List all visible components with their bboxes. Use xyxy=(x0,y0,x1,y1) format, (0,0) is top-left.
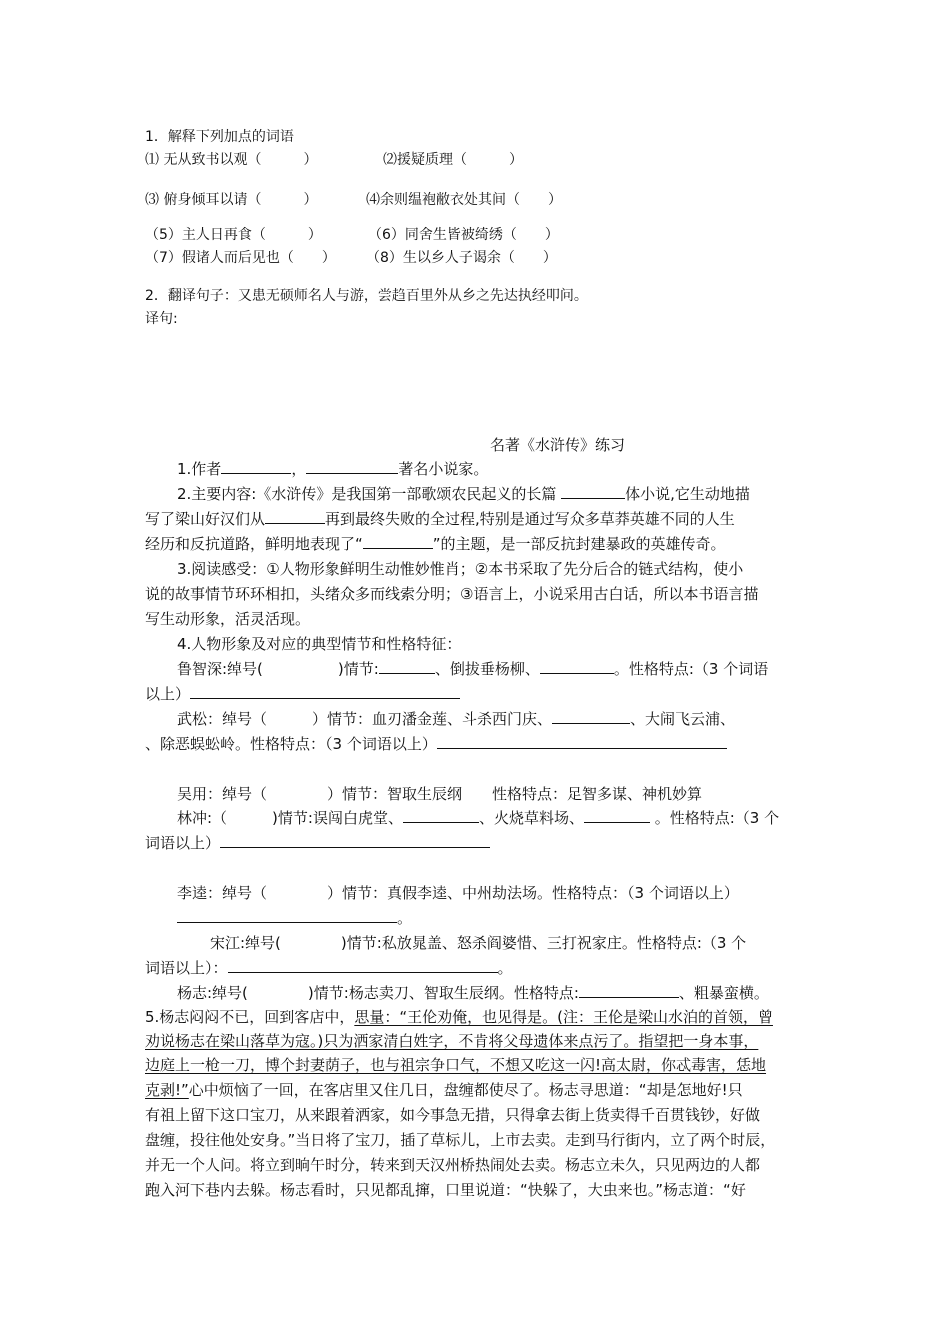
l4-text-a: 经历和反抗道路，鲜明地表现了“ xyxy=(145,535,363,553)
blank xyxy=(379,659,435,674)
l11-text-a: 武松：绰号（ ）情节：血刃潘金莲、斗杀西门庆、 xyxy=(177,710,553,728)
l19-text-a: 词语以上）： xyxy=(145,959,228,977)
line-5: 3.阅读感受：①人物形象鲜明生动惟妙惟肖；②本书采取了先分后合的链式结构，使小 xyxy=(177,560,744,578)
l17-text-b: 。 xyxy=(397,909,413,927)
line-23: 边庭上一枪一刀，博个封妻荫子，也与祖宗争口气，不想又吃这一闪!高太尉，你忒毒害，恁地 xyxy=(145,1056,767,1074)
line-8: 4.人物形象及对应的典型情节和性格特征： xyxy=(177,635,462,653)
item-7: （7）假诸人而后见也（ ） xyxy=(145,250,336,266)
l24-text-a: 克剥!” xyxy=(145,1081,189,1099)
item-8: （8）生以乡人子谒余（ ） xyxy=(366,250,557,266)
blank xyxy=(177,908,397,923)
blank xyxy=(540,659,614,674)
line-11 xyxy=(177,707,735,731)
l1-text-b: ， xyxy=(291,460,307,478)
blank xyxy=(403,808,479,823)
item-2: ⑵援疑质理（ ） xyxy=(383,152,523,168)
line-4 xyxy=(145,532,726,556)
blank xyxy=(579,983,679,998)
l3-text-a: 写了梁山好汉们从 xyxy=(145,510,266,528)
l1-text-a: 1.作者 xyxy=(177,460,222,478)
q2-answer-label: 译句: xyxy=(145,311,178,327)
section-title: 名著《水浒传》练习 xyxy=(490,436,626,454)
line-26: 盘缠，投往他处安身。”当日将了宝刀，插了草标儿，上市去卖。走到马行街内，立了两个时辰， xyxy=(145,1131,776,1149)
line-3 xyxy=(145,507,735,531)
l14-text-c: 。性格特点:（3 个 xyxy=(649,809,780,827)
line-16: 李逵：绰号（ ）情节：真假李逵、中州劫法场。性格特点：（3 个词语以上） xyxy=(177,884,739,902)
line-19 xyxy=(145,956,513,980)
l24-text-b: 心中烦恼了一回，在客店里又住几日，盘缠都使尽了。杨志寻思道：“却是怎地好!只 xyxy=(188,1081,743,1099)
line-20 xyxy=(177,981,769,1005)
item-3: ⑶ 俯身倾耳以请（ ） xyxy=(145,192,318,208)
line-25: 有祖上留下这口宝刀，从来跟着洒家，如今事急无措，只得拿去街上货卖得千百贯钱钞，好做 xyxy=(145,1106,761,1124)
line-1 xyxy=(177,457,488,481)
l14-text-b: 、火烧草料场、 xyxy=(478,809,584,827)
item-5: （5）主人日再食（ ） xyxy=(145,227,322,243)
blank xyxy=(552,709,630,724)
item-4: ⑷余则缊袍敝衣处其间（ ） xyxy=(366,192,562,208)
l12-text-a: 、除恶蜈蚣岭。性格特点：（3 个词语以上） xyxy=(145,735,437,753)
l9-text-c: 。性格特点:（3 个词语 xyxy=(613,660,769,678)
blank xyxy=(190,684,460,699)
l20-text-b: 、粗暴蛮横。 xyxy=(678,984,769,1002)
l2-text-a: 2.主要内容:《水浒传》是我国第一部歌颂农民起义的长篇 xyxy=(177,485,562,503)
line-22: 劝说杨志在梁山落草为寇。)只为洒家清白姓字，不肯将父母遗体来点污了。指望把一身本事， xyxy=(145,1032,759,1050)
line-21 xyxy=(145,1005,773,1029)
l19-text-b: 。 xyxy=(497,959,513,977)
l3-text-b: 再到最终失败的全过程,特别是通过写众多草莽英雄不同的人生 xyxy=(325,510,735,528)
line-10 xyxy=(145,682,460,706)
line-12 xyxy=(145,732,727,756)
line-7: 写生动形象，活灵活现。 xyxy=(145,610,311,628)
line-9 xyxy=(177,657,768,681)
l1-text-c: 著名小说家。 xyxy=(398,460,489,478)
blank xyxy=(221,459,291,474)
l9-text-a: 鲁智深:绰号( )情节: xyxy=(177,660,379,678)
q2-text: 2．翻译句子：又患无硕师名人与游，尝趋百里外从乡之先达执经叩问。 xyxy=(145,288,588,304)
line-13: 吴用：绰号（ ）情节：智取生辰纲 性格特点：足智多谋、神机妙算 xyxy=(177,785,703,803)
line-2 xyxy=(177,482,750,506)
l2-text-b: 体小说,它生动地描 xyxy=(625,485,750,503)
l9-text-b: 、倒拔垂杨柳、 xyxy=(434,660,540,678)
l20-text-a: 杨志:绰号( )情节:杨志卖刀、智取生辰纲。性格特点: xyxy=(177,984,579,1002)
line-18: 宋江:绰号( )情节:私放晁盖、怒杀阎婆惜、三打祝家庄。性格特点:（3 个 xyxy=(210,934,747,952)
line-6: 说的故事情节环环相扣，头绪众多而线索分明；③语言上，小说采用古白话，所以本书语言描 xyxy=(145,585,759,603)
line-28: 跑入河下巷内去躲。杨志看时，只见都乱撺，口里说道：“快躲了，大虫来也。”杨志道：“好 xyxy=(145,1181,746,1199)
q1-title: 1．解释下列加点的词语 xyxy=(145,129,294,145)
line-14 xyxy=(177,806,779,830)
item-1: ⑴ 无从致书以观（ ） xyxy=(145,152,318,168)
l14-text-a: 林冲:（ )情节:误闯白虎堂、 xyxy=(177,809,403,827)
item-6: （6）同舍生皆被绮绣（ ） xyxy=(368,227,559,243)
blank xyxy=(584,808,650,823)
l21-text-b: 思量：“王伦劝俺，也见得是。(注：王伦是梁山水泊的首领，曾 xyxy=(354,1008,773,1026)
blank xyxy=(363,534,433,549)
blank xyxy=(228,958,498,973)
line-24 xyxy=(145,1078,743,1102)
blank xyxy=(220,833,490,848)
l21-text-a: 5.杨志闷闷不已，回到客店中， xyxy=(145,1008,355,1026)
line-27: 并无一个人问。将立到晌午时分，转来到天汉州桥热闹处去卖。杨志立未久，只见两边的人都 xyxy=(145,1156,761,1174)
blank xyxy=(306,459,398,474)
l11-text-b: 、大闹飞云浦、 xyxy=(630,710,736,728)
line-17 xyxy=(177,906,412,930)
blank xyxy=(561,484,625,499)
l4-text-b: ”的主题，是一部反抗封建暴政的英雄传奇。 xyxy=(432,535,726,553)
blank xyxy=(265,509,325,524)
blank xyxy=(437,734,727,749)
line-15 xyxy=(145,831,490,855)
l15-text-a: 词语以上） xyxy=(145,834,221,852)
l10-text-a: 以上） xyxy=(145,685,191,703)
